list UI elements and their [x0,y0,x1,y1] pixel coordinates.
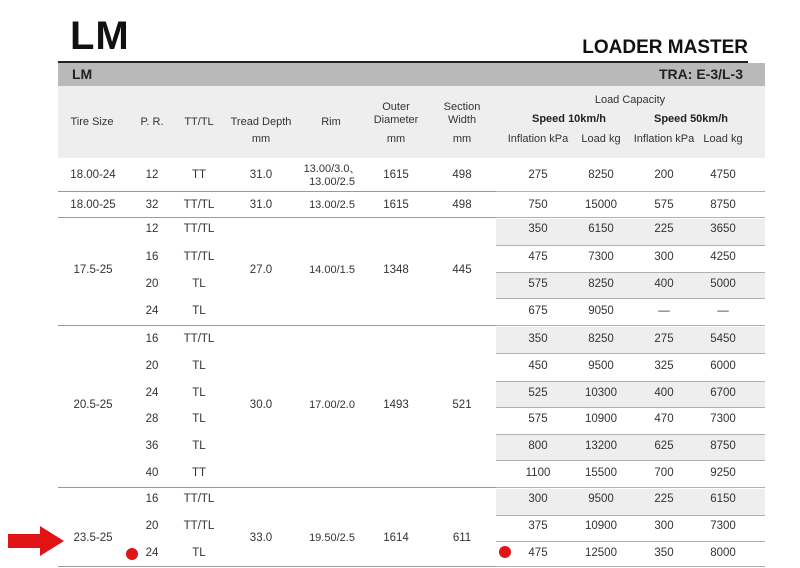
row-pr: 28 [145,413,159,425]
row-pr: 12 [145,223,159,235]
row-tt-tl: TT/TL [183,333,215,345]
row-inflation-50: 300 [654,251,674,263]
row-load-10: 6150 [588,223,614,235]
row-inflation-10: 275 [528,169,548,181]
group-section-width: 445 [452,264,472,276]
group-divider [58,487,496,488]
row-load-50: 9250 [710,467,736,479]
row-tt-tl: TL [192,413,206,425]
group-tire-size: 18.00-24 [70,169,116,181]
band-standard: TRA: E-3/L-3 [659,66,743,82]
header-speed-50: Speed 50km/h [654,113,728,125]
row-pr: 20 [145,278,159,290]
row-pr: 16 [145,493,159,505]
row-tt-tl: TL [192,360,206,372]
row-tt-tl: TT/TL [183,199,215,211]
header-tire-size: Tire Size [70,116,114,128]
red-dot-marker-icon [126,548,138,560]
row-divider [496,515,765,516]
row-inflation-50: 400 [654,278,674,290]
row-inflation-10: 800 [528,440,548,452]
group-rim: 13.00/2.5 [309,199,355,211]
group-outer-diameter: 1614 [383,532,409,544]
header-outer: Outer [382,101,410,113]
row-divider [496,298,765,299]
header-load-10: Load kg [581,133,621,145]
group-divider [58,325,496,326]
row-divider [496,381,765,382]
row-load-10: 9050 [588,305,614,317]
row-pr: 16 [145,333,159,345]
header-tread-unit: mm [251,133,271,145]
row-load-50: 8750 [710,199,736,211]
header-pr: P. R. [140,116,164,128]
row-divider [496,325,765,326]
group-rim: 19.50/2.5 [309,532,355,544]
row-load-50: 6700 [710,387,736,399]
row-divider [496,434,765,435]
header-tt-tl: TT/TL [184,116,214,128]
row-inflation-10: 350 [528,333,548,345]
row-load-50: 8750 [710,440,736,452]
header-load-50: Load kg [703,133,743,145]
row-pr: 16 [145,251,159,263]
row-load-10: 15500 [585,467,617,479]
row-inflation-10: 300 [528,493,548,505]
row-load-10: 9500 [588,493,614,505]
header-speed-10: Speed 10km/h [532,113,606,125]
row-load-50: 5000 [710,278,736,290]
row-tt-tl: TT [191,467,207,479]
header-outer-unit: mm [386,133,406,145]
red-arrow-right-icon [6,524,66,558]
row-load-10: 13200 [585,440,617,452]
row-pr: 36 [145,440,159,452]
row-divider [496,217,765,218]
row-pr: 20 [145,520,159,532]
row-inflation-50: 275 [654,333,674,345]
group-rim: 14.00/1.5 [309,264,355,276]
group-section-width: 521 [452,399,472,411]
row-inflation-50: 225 [654,493,674,505]
row-inflation-10: 675 [528,305,548,317]
row-inflation-50: 325 [654,360,674,372]
row-divider [496,272,765,273]
group-outer-diameter: 1493 [383,399,409,411]
row-tt-tl: TT/TL [183,251,215,263]
row-inflation-10: 575 [528,278,548,290]
row-inflation-50: 575 [654,199,674,211]
row-pr: 24 [145,547,159,559]
table-band [58,63,765,86]
row-inflation-10: 475 [528,547,548,559]
row-load-10: 10900 [585,413,617,425]
row-load-50: 4250 [710,251,736,263]
row-load-50: 7300 [710,520,736,532]
row-divider [496,566,765,567]
row-inflation-50: 350 [654,547,674,559]
row-load-10: 15000 [585,199,617,211]
row-pr: 20 [145,360,159,372]
row-load-10: 12500 [585,547,617,559]
row-tt-tl: TL [192,440,206,452]
red-dot-marker-icon [499,546,511,558]
row-pr: 12 [145,169,159,181]
row-load-50: 6150 [710,493,736,505]
row-inflation-50: 700 [654,467,674,479]
row-inflation-50: 470 [654,413,674,425]
row-divider [496,541,765,542]
row-tt-tl: TT/TL [183,223,215,235]
row-inflation-50: 300 [654,520,674,532]
row-inflation-10: 525 [528,387,548,399]
row-inflation-10: 575 [528,413,548,425]
row-pr: 24 [145,387,159,399]
series-name: LOADER MASTER [582,37,748,58]
row-inflation-10: 1100 [525,467,551,479]
row-tt-tl: TL [192,387,206,399]
group-outer-diameter: 1615 [383,169,409,181]
row-inflation-10: 350 [528,223,548,235]
group-tire-size: 20.5-25 [73,399,113,411]
series-title: LM [70,14,130,58]
group-divider [58,191,496,192]
header-diameter: Diameter [373,114,419,126]
group-rim: 13.00/3.0、 13.00/2.5 [303,163,361,188]
row-load-50: 6000 [710,360,736,372]
row-load-10: 10900 [585,520,617,532]
row-inflation-50: 225 [654,223,674,235]
header-section: Section [443,101,481,113]
header-tread-depth: Tread Depth [230,116,292,128]
row-load-10: 8250 [588,169,614,181]
group-divider [58,217,496,218]
header-inflation-50: Inflation kPa [633,133,695,145]
row-load-10: 9500 [588,360,614,372]
row-tt-tl: TT/TL [183,493,215,505]
row-pr: 40 [145,467,159,479]
header-section-unit: mm [452,133,472,145]
row-load-50: 8000 [710,547,736,559]
row-inflation-10: 375 [528,520,548,532]
group-outer-diameter: 1348 [383,264,409,276]
row-load-50: 4750 [710,169,736,181]
row-divider [496,460,765,461]
row-inflation-50: 625 [654,440,674,452]
row-load-10: 8250 [588,278,614,290]
header-inflation-10: Inflation kPa [507,133,569,145]
row-tt-tl: TL [192,278,206,290]
row-tt-tl: TT/TL [183,520,215,532]
group-tread: 30.0 [249,399,273,411]
row-divider [496,191,765,192]
row-inflation-50: 200 [654,169,674,181]
group-tire-size: 17.5-25 [73,264,113,276]
group-tire-size: 18.00-25 [70,199,116,211]
group-tread: 31.0 [249,199,273,211]
row-load-50: 3650 [710,223,736,235]
row-divider [496,245,765,246]
group-tread: 33.0 [249,532,273,544]
group-section-width: 498 [452,199,472,211]
row-inflation-10: 750 [528,199,548,211]
row-inflation-10: 475 [528,251,548,263]
group-tread: 27.0 [249,264,273,276]
group-rim: 17.00/2.0 [309,399,355,411]
row-divider [496,407,765,408]
row-inflation-10: 450 [528,360,548,372]
band-series-code: LM [72,66,93,82]
group-outer-diameter: 1615 [383,199,409,211]
header-width: Width [447,114,477,126]
row-inflation-50: 400 [654,387,674,399]
row-divider [496,353,765,354]
row-tt-tl: TT [191,169,207,181]
group-divider [58,566,496,567]
row-inflation-50: — [658,305,670,317]
row-load-50: — [717,305,729,317]
row-pr: 32 [145,199,159,211]
header-load-capacity: Load Capacity [594,94,666,106]
row-tt-tl: TL [192,305,206,317]
row-load-10: 7300 [588,251,614,263]
group-tire-size: 23.5-25 [73,532,113,544]
row-divider [496,487,765,488]
row-load-50: 7300 [710,413,736,425]
row-tt-tl: TL [192,547,206,559]
row-pr: 24 [145,305,159,317]
row-load-10: 10300 [585,387,617,399]
group-section-width: 611 [452,532,472,544]
header-rim: Rim [321,116,341,128]
group-section-width: 498 [452,169,472,181]
row-load-50: 5450 [710,333,736,345]
group-tread: 31.0 [249,169,273,181]
row-load-10: 8250 [588,333,614,345]
